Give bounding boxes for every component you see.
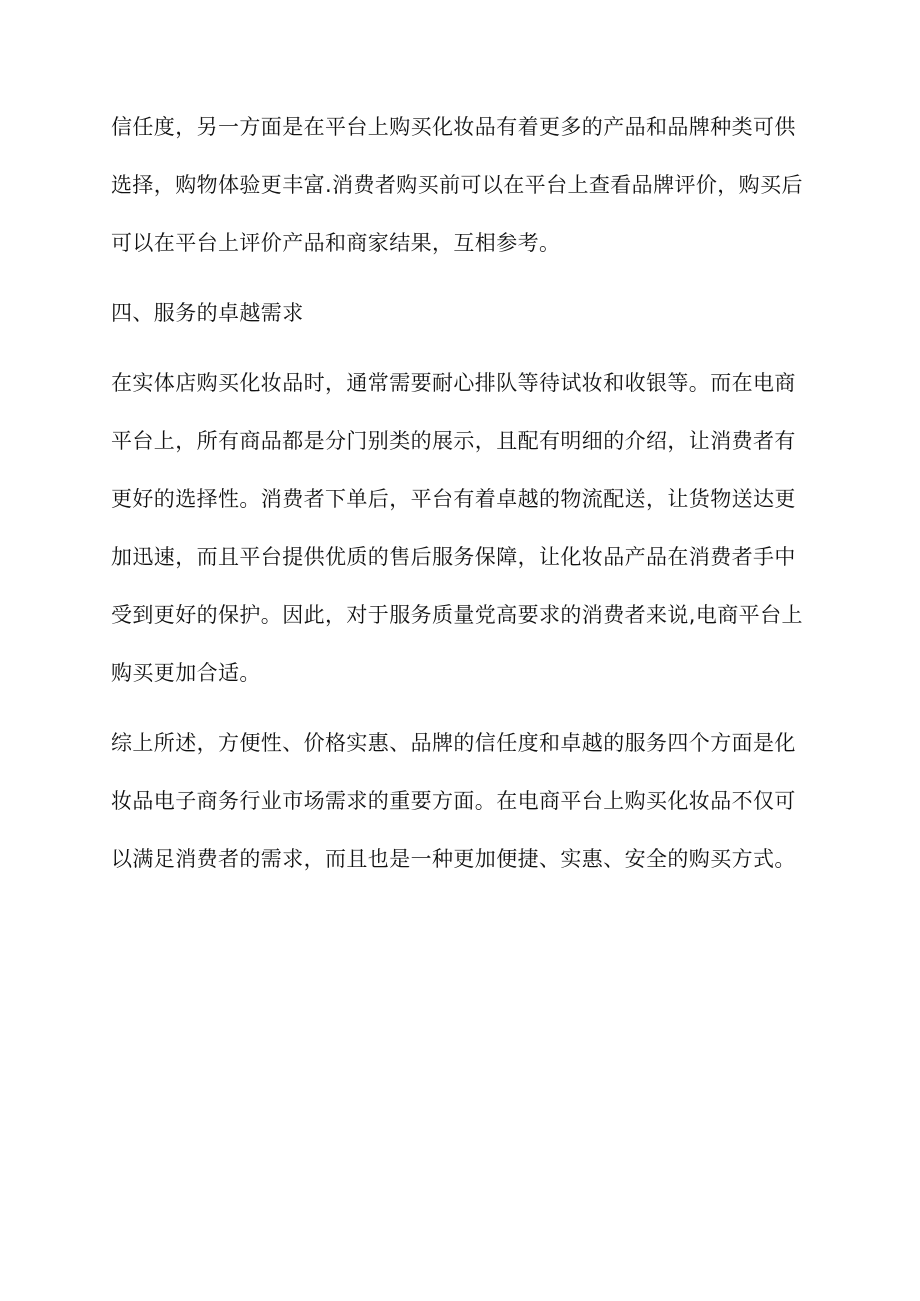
paragraph-summary: 综上所述，方便性、价格实惠、品牌的信任度和卓越的服务四个方面是化妆品电子商务行业市场需求的重要方面。在电商平台上购买化妆品不仅可以满足消费者的需求，而且也是一种更加便捷、实惠、安全的购买方式。 bbox=[111, 731, 796, 871]
paragraph-service: 在实体店购买化妆品时，通常需要耐心排队等待试妆和收银等。而在电商平台上，所有商品都是分门别类的展示，且配有明细的介绍，让消费者有更好的选择性。消费者下单后，平台有着卓越的物流配送，让货物送达更加迅速，而且平台提供优质的售后服务保障，让化妆品产品在消费者手中受到更好的保护。因此，对于服务质量党高要求的消费者来说,电商平台上购买更加合适。 bbox=[111, 371, 803, 685]
paragraph-brand-trust: 信任度，另一方面是在平台上购买化妆品有着更多的产品和品牌种类可供选择，购物体验更丰富.消费者购买前可以在平台上查看品牌评价，购买后可以在平台上评价产品和商家结果，互相参考。 bbox=[111, 115, 803, 255]
section-heading-service: 四、服务的卓越需求 bbox=[111, 301, 304, 325]
document-body bbox=[111, 98, 811, 900]
